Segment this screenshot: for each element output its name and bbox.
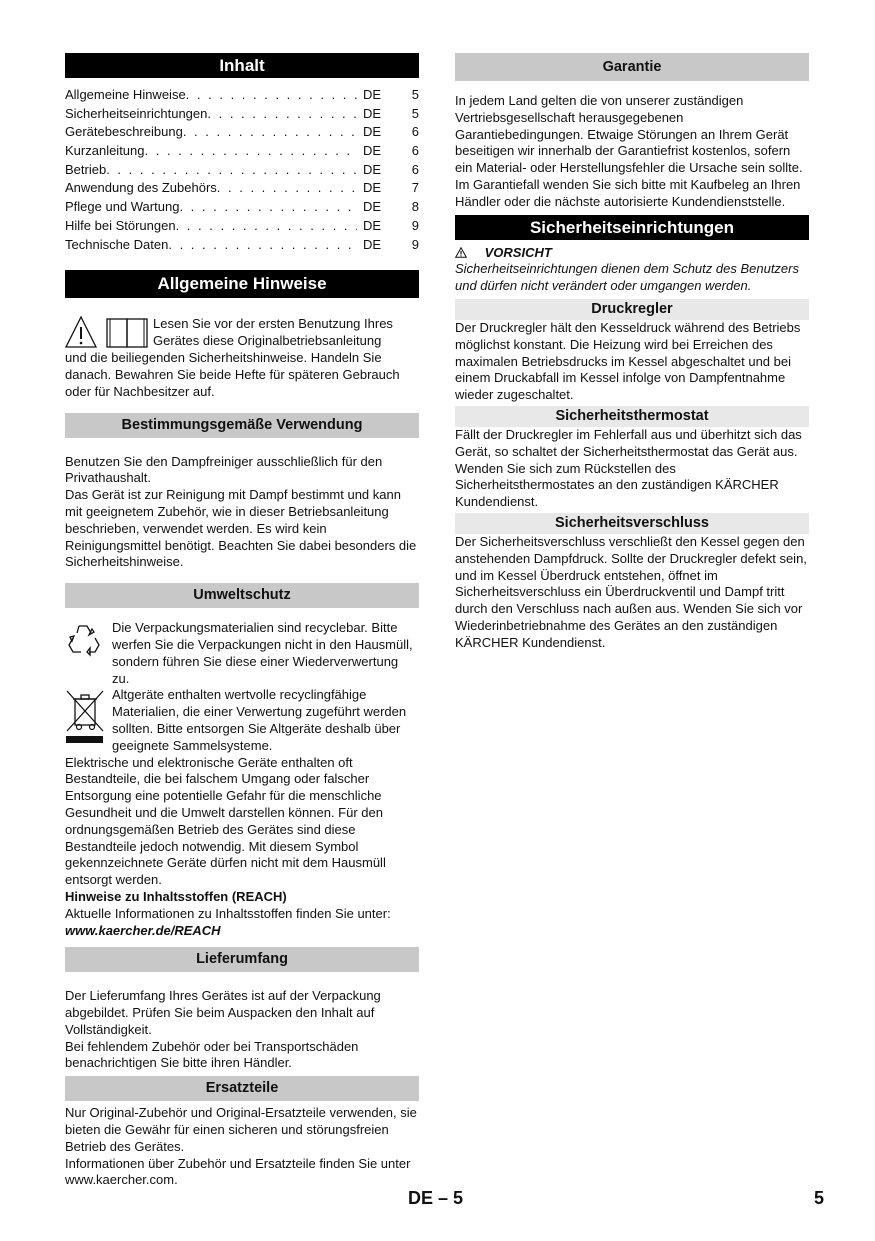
toc-entry-page: 9 bbox=[411, 236, 419, 252]
toc-entry-title: Hilfe bei Störungen bbox=[65, 217, 176, 233]
toc-entry-title: Kurzanleitung bbox=[65, 143, 145, 159]
left-column bbox=[65, 53, 419, 1189]
right-column bbox=[455, 53, 809, 652]
toc-entry-language: DE bbox=[363, 199, 382, 215]
toc-dot-leader bbox=[179, 198, 357, 217]
toc-entry-language: DE bbox=[363, 180, 382, 196]
pressure-text: Der Druckregler hält den Kesseldruck während des Betriebs möglichst konstant. Die Heizung wird bei Erreichen des maximalen Betriebsdrucks im Kessel abgeschaltet und bei einem Druckabfall im Kessel infolge von Dampfentnahme wieder zugeschaltet. bbox=[455, 319, 801, 403]
toc-entry-language: DE bbox=[363, 236, 382, 252]
toc-dot-leader bbox=[186, 86, 357, 105]
reach-link[interactable]: www.kaercher.de/REACH bbox=[65, 922, 221, 938]
toc-entry[interactable] bbox=[65, 161, 419, 180]
weee-text: Altgeräte enthalten wertvolle recyclingfähige Materialien, die einer Verwertung zugeführt werden sollten. Bitte entsorgen Sie Altgeräte deshalb über geeignete Sammelsysteme. bbox=[112, 687, 407, 753]
toc-entry-language: DE bbox=[363, 161, 382, 177]
toc-entry-language: DE bbox=[363, 105, 382, 121]
toc-entry[interactable] bbox=[65, 236, 419, 255]
table-of-contents bbox=[65, 86, 419, 254]
toc-entry-page: 8 bbox=[411, 199, 419, 215]
recycle-block bbox=[65, 620, 419, 687]
general-heading: Allgemeine Hinweise bbox=[65, 270, 419, 298]
toc-dot-leader bbox=[145, 142, 358, 161]
lock-heading: Sicherheitsverschluss bbox=[455, 513, 809, 534]
toc-entry[interactable] bbox=[65, 179, 419, 198]
reach-text: Aktuelle Informationen zu Inhaltsstoffen finden Sie unter: bbox=[65, 905, 391, 921]
toc-entry-title: Gerätebeschreibung bbox=[65, 124, 183, 140]
intro-line-2: Gerätes diese Originalbetriebsanleitung bbox=[153, 332, 382, 348]
toc-entry-title: Allgemeine Hinweise bbox=[65, 87, 186, 102]
weee-block bbox=[65, 687, 419, 754]
intended-use-para-2: Das Gerät ist zur Reinigung mit Dampf bestimmt und kann mit geeignetem Zubehör, wie in dieser Betriebsanleitung beschrieben, verwendet werden. Es wird kein Reinigungsmittel benötigt. Beachten Sie dabei besonders die Sicherheitshinweise. bbox=[65, 487, 417, 570]
toc-entry-title: Pflege und Wartung bbox=[65, 199, 180, 215]
scope-para-2: Bei fehlendem Zubehör oder bei Transportschäden benachrichtigen Sie bitte ihren Händler. bbox=[65, 1038, 359, 1071]
footer-page-number: 5 bbox=[814, 1188, 825, 1208]
electronics-text: Elektrische und elektronische Geräte enthalten oft Bestandteile, die bei falschem Umgang oder falscher Entsorgung eine potentielle Gefahr für die menschliche Gesundheit und die Umwelt darstellen können. Für den ordnungsgemäßen Betrieb des Gerätes sind diese Bestandteile jedoch notwendig. Mit diesem Symbol gekennzeichnete Geräte dürfen nicht mit dem Hausmüll entsorgt werden. bbox=[65, 754, 386, 888]
toc-dot-leader bbox=[106, 161, 357, 180]
reach-heading: Hinweise zu Inhaltsstoffen (REACH) bbox=[65, 888, 287, 904]
toc-entry-page: 6 bbox=[411, 161, 419, 177]
warning-triangle-icon bbox=[65, 316, 153, 350]
warranty-text: In jedem Land gelten die von unserer zuständigen Vertriebsgesellschaft herausgegebenen Garantiebedingungen. Etwaige Störungen an Ihrem Gerät beseitigen wir innerhalb der Garantiefrist kostenlos, sofern ein Material- oder Herstellungsfehler die Ursache sein sollte. Im Garantiefall wenden Sie sich bitte mit Kaufbeleg an Ihren Händler oder die nächste autorisierte Kundendienststelle. bbox=[455, 93, 803, 209]
spare-parts-para-2: Informationen über Zubehör und Ersatzteile finden Sie unter www.kaercher.com. bbox=[65, 1155, 411, 1188]
toc-entry[interactable] bbox=[65, 142, 419, 161]
open-book-icon bbox=[107, 319, 147, 347]
toc-entry[interactable] bbox=[65, 105, 419, 124]
caution-triangle-icon bbox=[455, 247, 467, 258]
scope-para-1: Der Lieferumfang Ihres Gerätes ist auf der Verpackung abgebildet. Prüfen Sie beim Auspacken den Inhalt auf Vollständigkeit. bbox=[65, 988, 381, 1037]
pressure-heading: Druckregler bbox=[455, 299, 809, 320]
toc-dot-leader bbox=[207, 105, 357, 124]
intro-rest: und die beiliegenden Sicherheitshinweise. Handeln Sie danach. Bewahren Sie beide Hefte für späteren Gebrauch oder für Nachbesitzer auf. bbox=[65, 350, 400, 399]
toc-entry-title: Sicherheitseinrichtungen bbox=[65, 105, 208, 121]
toc-entry-title: Anwendung des Zubehörs bbox=[65, 180, 217, 196]
toc-dot-leader bbox=[168, 236, 357, 255]
spare-parts-heading: Ersatzteile bbox=[65, 1076, 419, 1101]
caution-label: VORSICHT bbox=[484, 244, 552, 260]
toc-dot-leader bbox=[217, 179, 357, 198]
recycle-text: Die Verpackungsmaterialien sind recyclebar. Bitte werfen Sie die Verpackungen nicht in den Hausmüll, sondern führen Sie diese einer Wiederverwertung zu. bbox=[112, 620, 413, 686]
toc-entry[interactable] bbox=[65, 198, 419, 217]
safety-heading: Sicherheitseinrichtungen bbox=[455, 215, 809, 240]
toc-entry-language: DE bbox=[363, 217, 382, 233]
warranty-heading: Garantie bbox=[455, 53, 809, 81]
recycle-icon bbox=[65, 620, 105, 660]
thermostat-heading: Sicherheitsthermostat bbox=[455, 406, 809, 427]
environment-heading: Umweltschutz bbox=[65, 583, 419, 608]
toc-entry-page: 7 bbox=[411, 180, 419, 196]
toc-entry-language: DE bbox=[363, 124, 382, 140]
intended-use-heading: Bestimmungsgemäße Verwendung bbox=[65, 413, 419, 438]
toc-entry[interactable] bbox=[65, 217, 419, 236]
toc-entry-title: Betrieb bbox=[65, 161, 107, 177]
toc-entry[interactable] bbox=[65, 86, 419, 105]
toc-dot-leader bbox=[183, 123, 357, 142]
toc-entry-page: 9 bbox=[411, 217, 419, 233]
crossed-bin-icon bbox=[65, 687, 105, 743]
intro-line-1: Lesen Sie vor der ersten Benutzung Ihres bbox=[153, 316, 393, 332]
thermostat-text: Fällt der Druckregler im Fehlerfall aus und überhitzt sich das Gerät, so schaltet der Sicherheitsthermostat das Gerät aus. Wenden Sie sich zum Rückstellen des Sicherheitsthermostates an den zuständigen KÄRCHER Kundendienst. bbox=[455, 426, 802, 510]
general-intro bbox=[65, 316, 419, 400]
toc-heading: Inhalt bbox=[65, 53, 419, 78]
caution-text: Sicherheitseinrichtungen dienen dem Schutz des Benutzers und dürfen nicht verändert oder umgangen werden. bbox=[455, 261, 799, 294]
toc-entry-page: 6 bbox=[411, 124, 419, 140]
toc-entry-page: 5 bbox=[411, 87, 419, 102]
toc-entry-page: 5 bbox=[411, 105, 419, 121]
toc-entry-language: DE bbox=[363, 87, 382, 102]
caution-line bbox=[455, 245, 809, 262]
toc-entry-page: 6 bbox=[411, 143, 419, 159]
spare-parts-para-1: Nur Original-Zubehör und Original-Ersatzteile verwenden, sie bieten die Gewähr für einen sicheren und störungsfreien Betrieb des Gerätes. bbox=[65, 1105, 417, 1154]
toc-entry-language: DE bbox=[363, 143, 382, 159]
toc-entry-title: Technische Daten bbox=[65, 236, 169, 252]
toc-dot-leader bbox=[176, 217, 357, 236]
toc-entry[interactable] bbox=[65, 123, 419, 142]
lock-text: Der Sicherheitsverschluss verschließt den Kessel gegen den anstehenden Dampfdruck. Sollte der Druckregler defekt sein, und im Kessel Überdruck entstehen, öffnet im Sicherheitsverschluss ein Überdruckventil und Dampf tritt durch den Verschluss nach außen aus. Wenden Sie sich vor Wiederinbetriebnahme des Gerätes an den zuständigen KÄRCHER Kundendienst. bbox=[455, 533, 807, 650]
scope-heading: Lieferumfang bbox=[65, 947, 419, 972]
footer-label: DE – 5 bbox=[408, 1188, 464, 1208]
intended-use-para-1: Benutzen Sie den Dampfreiniger ausschließlich für den Privathaushalt. bbox=[65, 453, 383, 486]
